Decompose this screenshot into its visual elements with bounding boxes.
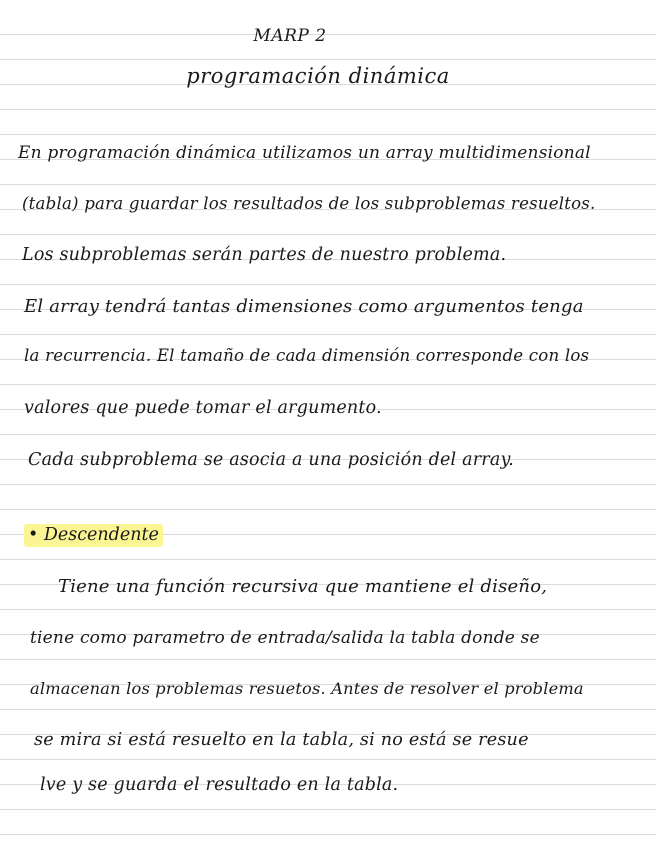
intro-line-7: Cada subproblema se asocia a una posición del array.	[28, 450, 515, 470]
section-line-1: Tiene una función recursiva que mantiene el diseño,	[58, 576, 548, 597]
intro-line-6: valores que puede tomar el argumento.	[24, 398, 382, 418]
section-line-4: se mira si está resuelto en la tabla, si no está se resue	[34, 730, 529, 750]
intro-line-4: El array tendrá tantas dimensiones como argumentos tenga	[24, 296, 584, 317]
intro-line-5: la recurrencia. El tamaño de cada dimensión corresponde con los	[24, 346, 590, 365]
section-line-2: tiene como parametro de entrada/salida la tabla donde se	[30, 628, 540, 648]
page-title: MARP 2	[253, 26, 327, 46]
section-line-5: lve y se guarda el resultado en la tabla.	[40, 775, 399, 795]
intro-line-3: Los subproblemas serán partes de nuestro problema.	[22, 245, 507, 265]
intro-line-1: En programación dinámica utilizamos un array multidimensional	[18, 143, 591, 163]
page-subtitle: programación dinámica	[186, 64, 450, 88]
section-heading-descendente: • Descendente	[24, 524, 163, 547]
intro-line-2: (tabla) para guardar los resultados de los subproblemas resueltos.	[22, 194, 596, 213]
section-line-3: almacenan los problemas resuetos. Antes de resolver el problema	[30, 679, 584, 698]
